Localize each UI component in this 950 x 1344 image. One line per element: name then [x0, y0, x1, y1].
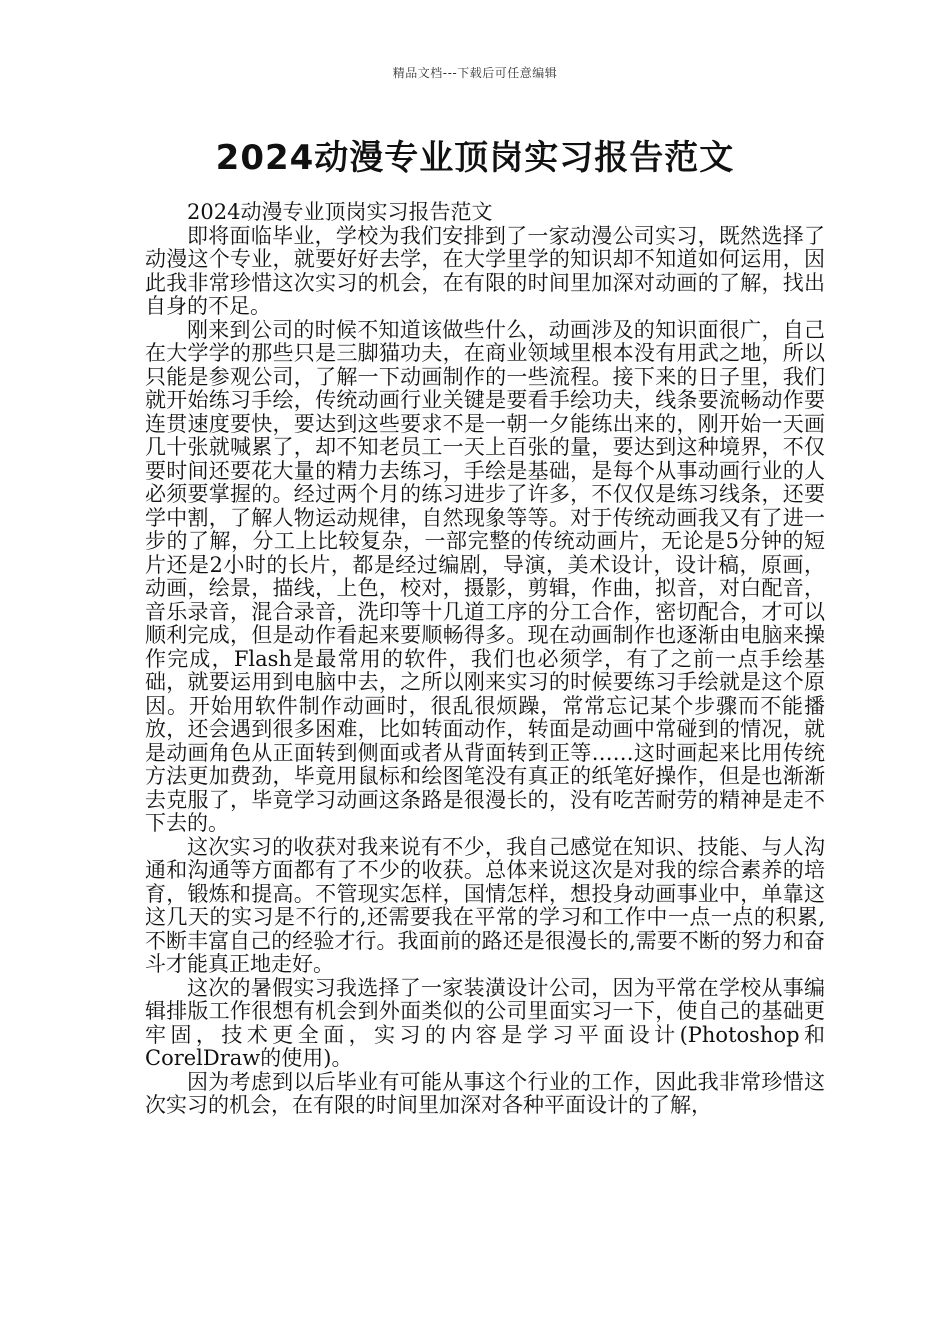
- paragraph: 因为考虑到以后毕业有可能从事这个行业的工作，因此我非常珍惜这次实习的机会，在有限的时间里加深对各种平面设计的了解，: [145, 1069, 825, 1117]
- paragraph: 这次的暑假实习我选择了一家装潢设计公司，因为平常在学校从事编辑排版工作很想有机会到外面类似的公司里面实习一下，使自己的基础更牢固，技术更全面，实习的内容是学习平面设计(Photoshop和CorelDraw的使用)。: [145, 975, 825, 1070]
- document-subtitle: 2024动漫专业顶岗实习报告范文: [187, 200, 493, 224]
- header-note: 精品文档---下载后可任意编辑: [392, 66, 558, 80]
- paragraph: 即将面临毕业，学校为我们安排到了一家动漫公司实习，既然选择了动漫这个专业，就要好好去学，在大学里学的知识却不知道如何运用，因此我非常珍惜这次实习的机会，在有限的时间里加深对动画的了解，找出自身的不足。: [145, 223, 825, 318]
- document-title: 2024动漫专业顶岗实习报告范文: [215, 138, 735, 178]
- paragraph: 刚来到公司的时候不知道该做些什么，动画涉及的知识面很广，自己在大学学的那些只是三脚猫功夫，在商业领域里根本没有用武之地，所以只能是参观公司，了解一下动画制作的一些流程。接下来的日子里，我们就开始练习手绘，传统动画行业关键是要看手绘功夫，线条要流畅动作要连贯速度要快，要达到这些要求不是一朝一夕能练出来的，刚开始一天画几十张就喊累了，却不知老员工一天上百张的量，要达到这种境界，不仅要时间还要花大量的精力去练习，手绘是基础，是每个从事动画行业的人必须要掌握的。经过两个月的练习进步了许多，不仅仅是练习线条，还要学中割，了解人物运动规律，自然现象等等。对于传统动画我又有了进一步的了解，分工上比较复杂，一部完整的传统动画片，无论是5分钟的短片还是2小时的长片，都是经过编剧，导演，美术设计，设计稿，原画，动画，绘景，描线，上色，校对，摄影，剪辑，作曲，拟音，对白配音，音乐录音，混合录音，洗印等十几道工序的分工合作，密切配合，才可以顺利完成，但是动作看起来要顺畅得多。现在动画制作也逐渐由电脑来操作完成，Flash是最常用的软件，我们也必须学，有了之前一点手绘基础，就要运用到电脑中去，之所以刚来实习的时候要练习手绘就是这个原因。开始用软件制作动画时，很乱很烦躁，常常忘记某个步骤而不能播放，还会遇到很多困难，比如转面动作，转面是动画中常碰到的情况，就是动画角色从正面转到侧面或者从背面转到正等……这时画起来比用传统方法更加费劲，毕竟用鼠标和绘图笔没有真正的纸笔好操作，但是也渐渐去克服了，毕竟学习动画这条路是很漫长的，没有吃苦耐劳的精神是走不下去的。: [145, 317, 825, 835]
- document-body: [145, 201, 825, 1118]
- paragraph: 这次实习的收获对我来说有不少，我自己感觉在知识、技能、与人沟通和沟通等方面都有了不少的收获。总体来说这次是对我的综合素养的培育，锻炼和提高。不管现实怎样，国情怎样，想投身动画事业中，单靠这这几天的实习是不行的,还需要我在平常的学习和工作中一点一点的积累,不断丰富自己的经验才行。我面前的路还是很漫长的,需要不断的努力和奋斗才能真正地走好。: [145, 834, 825, 976]
